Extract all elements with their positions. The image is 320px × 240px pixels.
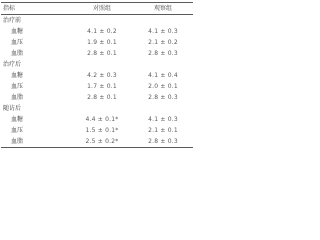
row-label: 血脂 <box>11 94 24 101</box>
control-value: 2.8 ± 0.1 <box>87 94 117 101</box>
page <box>0 0 195 160</box>
group-label: 治疗后 <box>3 61 22 68</box>
group-row <box>1 59 193 70</box>
observation-value: 4.1 ± 0.3 <box>148 28 178 35</box>
observation-value: 2.8 ± 0.3 <box>148 50 178 57</box>
row-label: 血糖 <box>11 28 24 35</box>
observation-value: 4.1 ± 0.4 <box>148 72 178 79</box>
group-label: 治疗前 <box>3 17 22 24</box>
table-row <box>1 26 193 37</box>
observation-value: 2.0 ± 0.1 <box>148 83 178 90</box>
table-row <box>1 37 193 48</box>
table-row <box>1 92 193 103</box>
control-value: 4.1 ± 0.2 <box>87 28 117 35</box>
control-value: 2.8 ± 0.1 <box>87 50 117 57</box>
row-label: 血脂 <box>11 50 24 57</box>
row-label: 血压 <box>11 83 24 90</box>
table-row <box>1 125 193 136</box>
header-control-group: 对照组 <box>92 5 111 12</box>
control-value: 1.9 ± 0.1 <box>87 39 117 46</box>
table-header <box>1 3 193 15</box>
row-label: 血压 <box>11 39 24 46</box>
row-label: 血压 <box>11 127 24 134</box>
table-row <box>1 70 193 81</box>
row-label: 血糖 <box>11 116 24 123</box>
observation-value: 2.8 ± 0.3 <box>148 138 178 145</box>
control-value: 1.5 ± 0.1* <box>85 127 119 134</box>
table-row <box>1 136 193 148</box>
header-row <box>1 3 193 15</box>
table-body <box>1 15 193 148</box>
group-label: 随访后 <box>3 105 22 112</box>
observation-value: 2.1 ± 0.1 <box>148 127 178 134</box>
group-row <box>1 15 193 27</box>
observation-value: 2.8 ± 0.3 <box>148 94 178 101</box>
table-row <box>1 81 193 92</box>
header-indicator: 指标 <box>3 5 16 12</box>
control-value: 2.5 ± 0.2* <box>85 138 119 145</box>
control-value: 4.2 ± 0.3 <box>87 72 117 79</box>
observation-value: 4.1 ± 0.3 <box>148 116 178 123</box>
data-table <box>1 2 193 148</box>
table-row <box>1 114 193 125</box>
row-label: 血糖 <box>11 72 24 79</box>
row-label: 血脂 <box>11 138 24 145</box>
control-value: 1.7 ± 0.1 <box>87 83 117 90</box>
observation-value: 2.1 ± 0.2 <box>148 39 178 46</box>
control-value: 4.4 ± 0.1* <box>85 116 119 123</box>
header-observation-group: 观察组 <box>153 5 172 12</box>
table-row <box>1 48 193 59</box>
group-row <box>1 103 193 114</box>
